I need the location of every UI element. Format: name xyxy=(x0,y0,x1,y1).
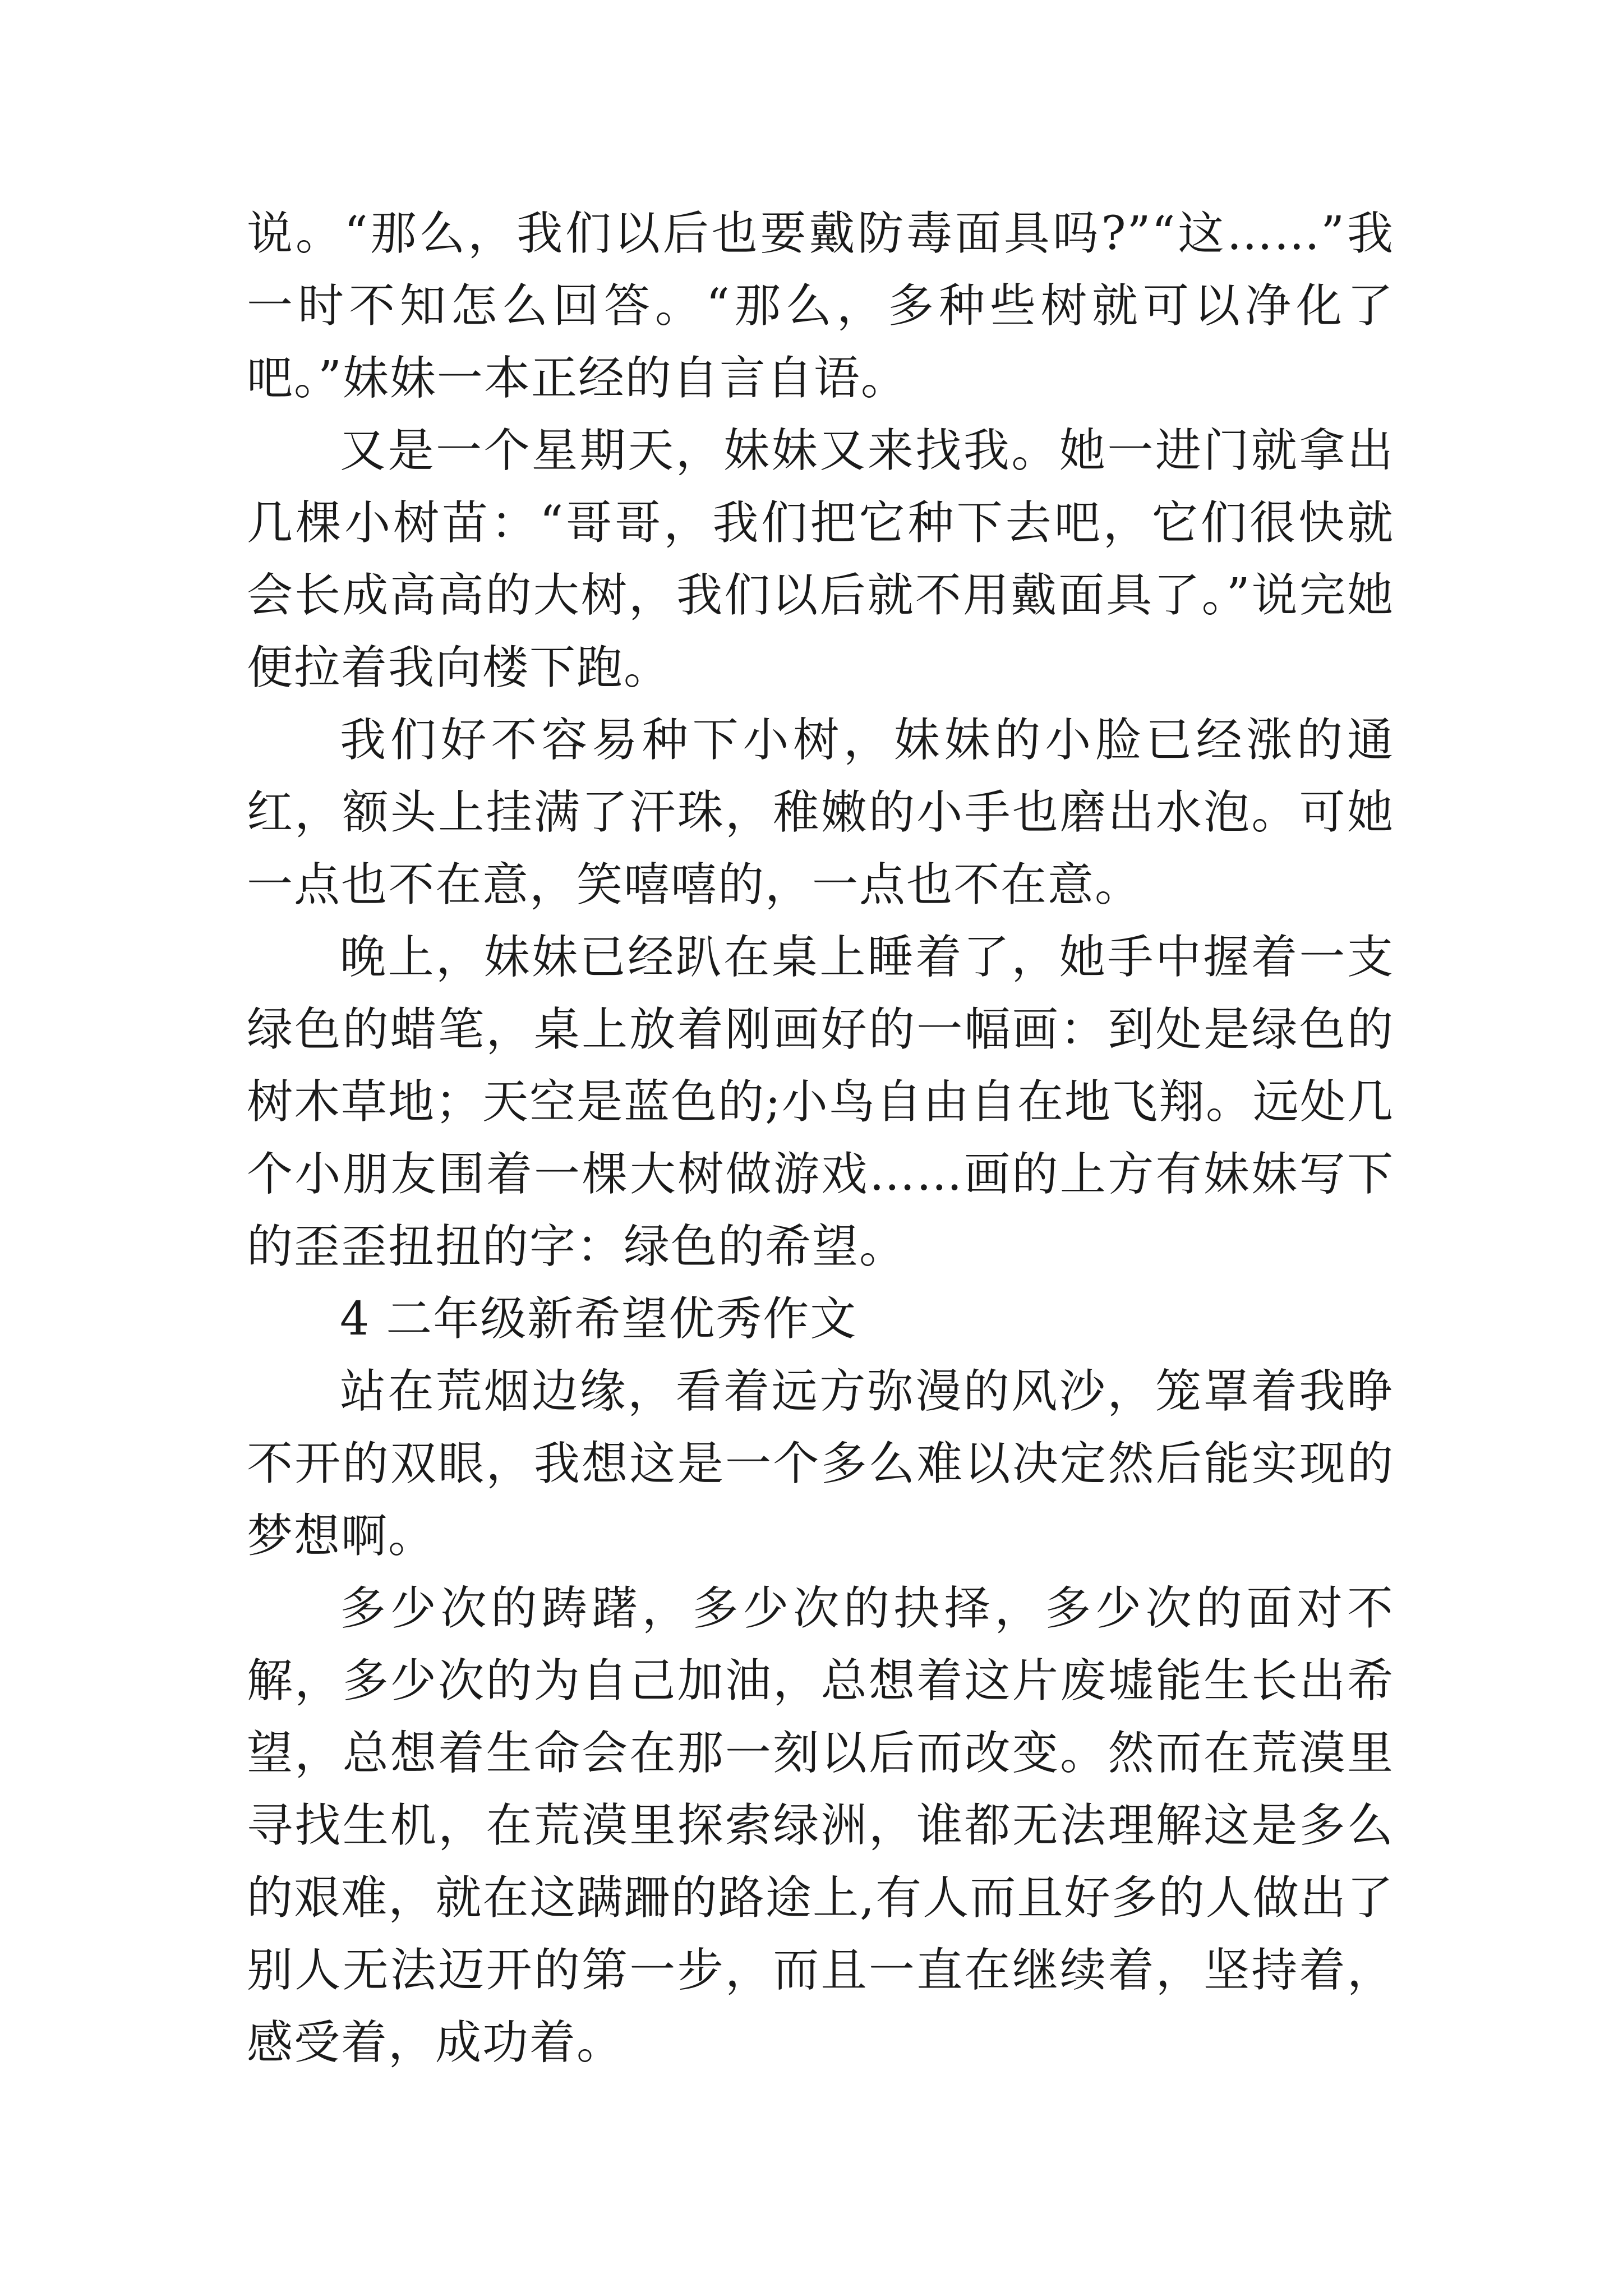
paragraph-continued: 说。“那么，我们以后也要戴防毒面具吗?”“这……”我一时不知怎么回答。“那么，多种些树就可以净化了吧。”妹妹一本正经的自言自语。 xyxy=(247,207,1394,405)
paragraph: 又是一个星期天，妹妹又来找我。她一进门就拿出几棵小树苗：“哥哥，我们把它种下去吧，它们很快就会长成高高的大树，我们以后就不用戴面具了。”说完她便拉着我向楼下跑。 xyxy=(247,424,1394,694)
paragraph: 晚上，妹妹已经趴在桌上睡着了，她手中握着一支绿色的蜡笔，桌上放着刚画好的一幅画：到处是绿色的树木草地；天空是蓝色的;小鸟自由自在地飞翔。远处几个小朋友围着一棵大树做游戏……画的上方有妹妹写下的歪歪扭扭的字：绿色的希望。 xyxy=(247,931,1394,1273)
paragraph: 多少次的踌躇，多少次的抉择，多少次的面对不解，多少次的为自己加油，总想着这片废墟能生长出希望，总想着生命会在那一刻以后而改变。然而在荒漠里寻找生机，在荒漠里探索绿洲，谁都无法理解这是多么的艰难，就在这蹒跚的路途上,有人而且好多的人做出了别人无法迈开的第一步，而且一直在继续着，坚持着，感受着，成功着。 xyxy=(247,1582,1394,2069)
section-heading: 4 二年级新希望优秀作文 xyxy=(340,1292,857,1346)
paragraph: 站在荒烟边缘，看着远方弥漫的风沙，笼罩着我睁不开的双眼，我想这是一个多么难以决定然后能实现的梦想啊。 xyxy=(247,1365,1394,1563)
document-body xyxy=(247,197,1394,2079)
paragraph: 我们好不容易种下小树，妹妹的小脸已经涨的通红，额头上挂满了汗珠，稚嫩的小手也磨出水泡。可她一点也不在意，笑嘻嘻的，一点也不在意。 xyxy=(247,714,1394,912)
